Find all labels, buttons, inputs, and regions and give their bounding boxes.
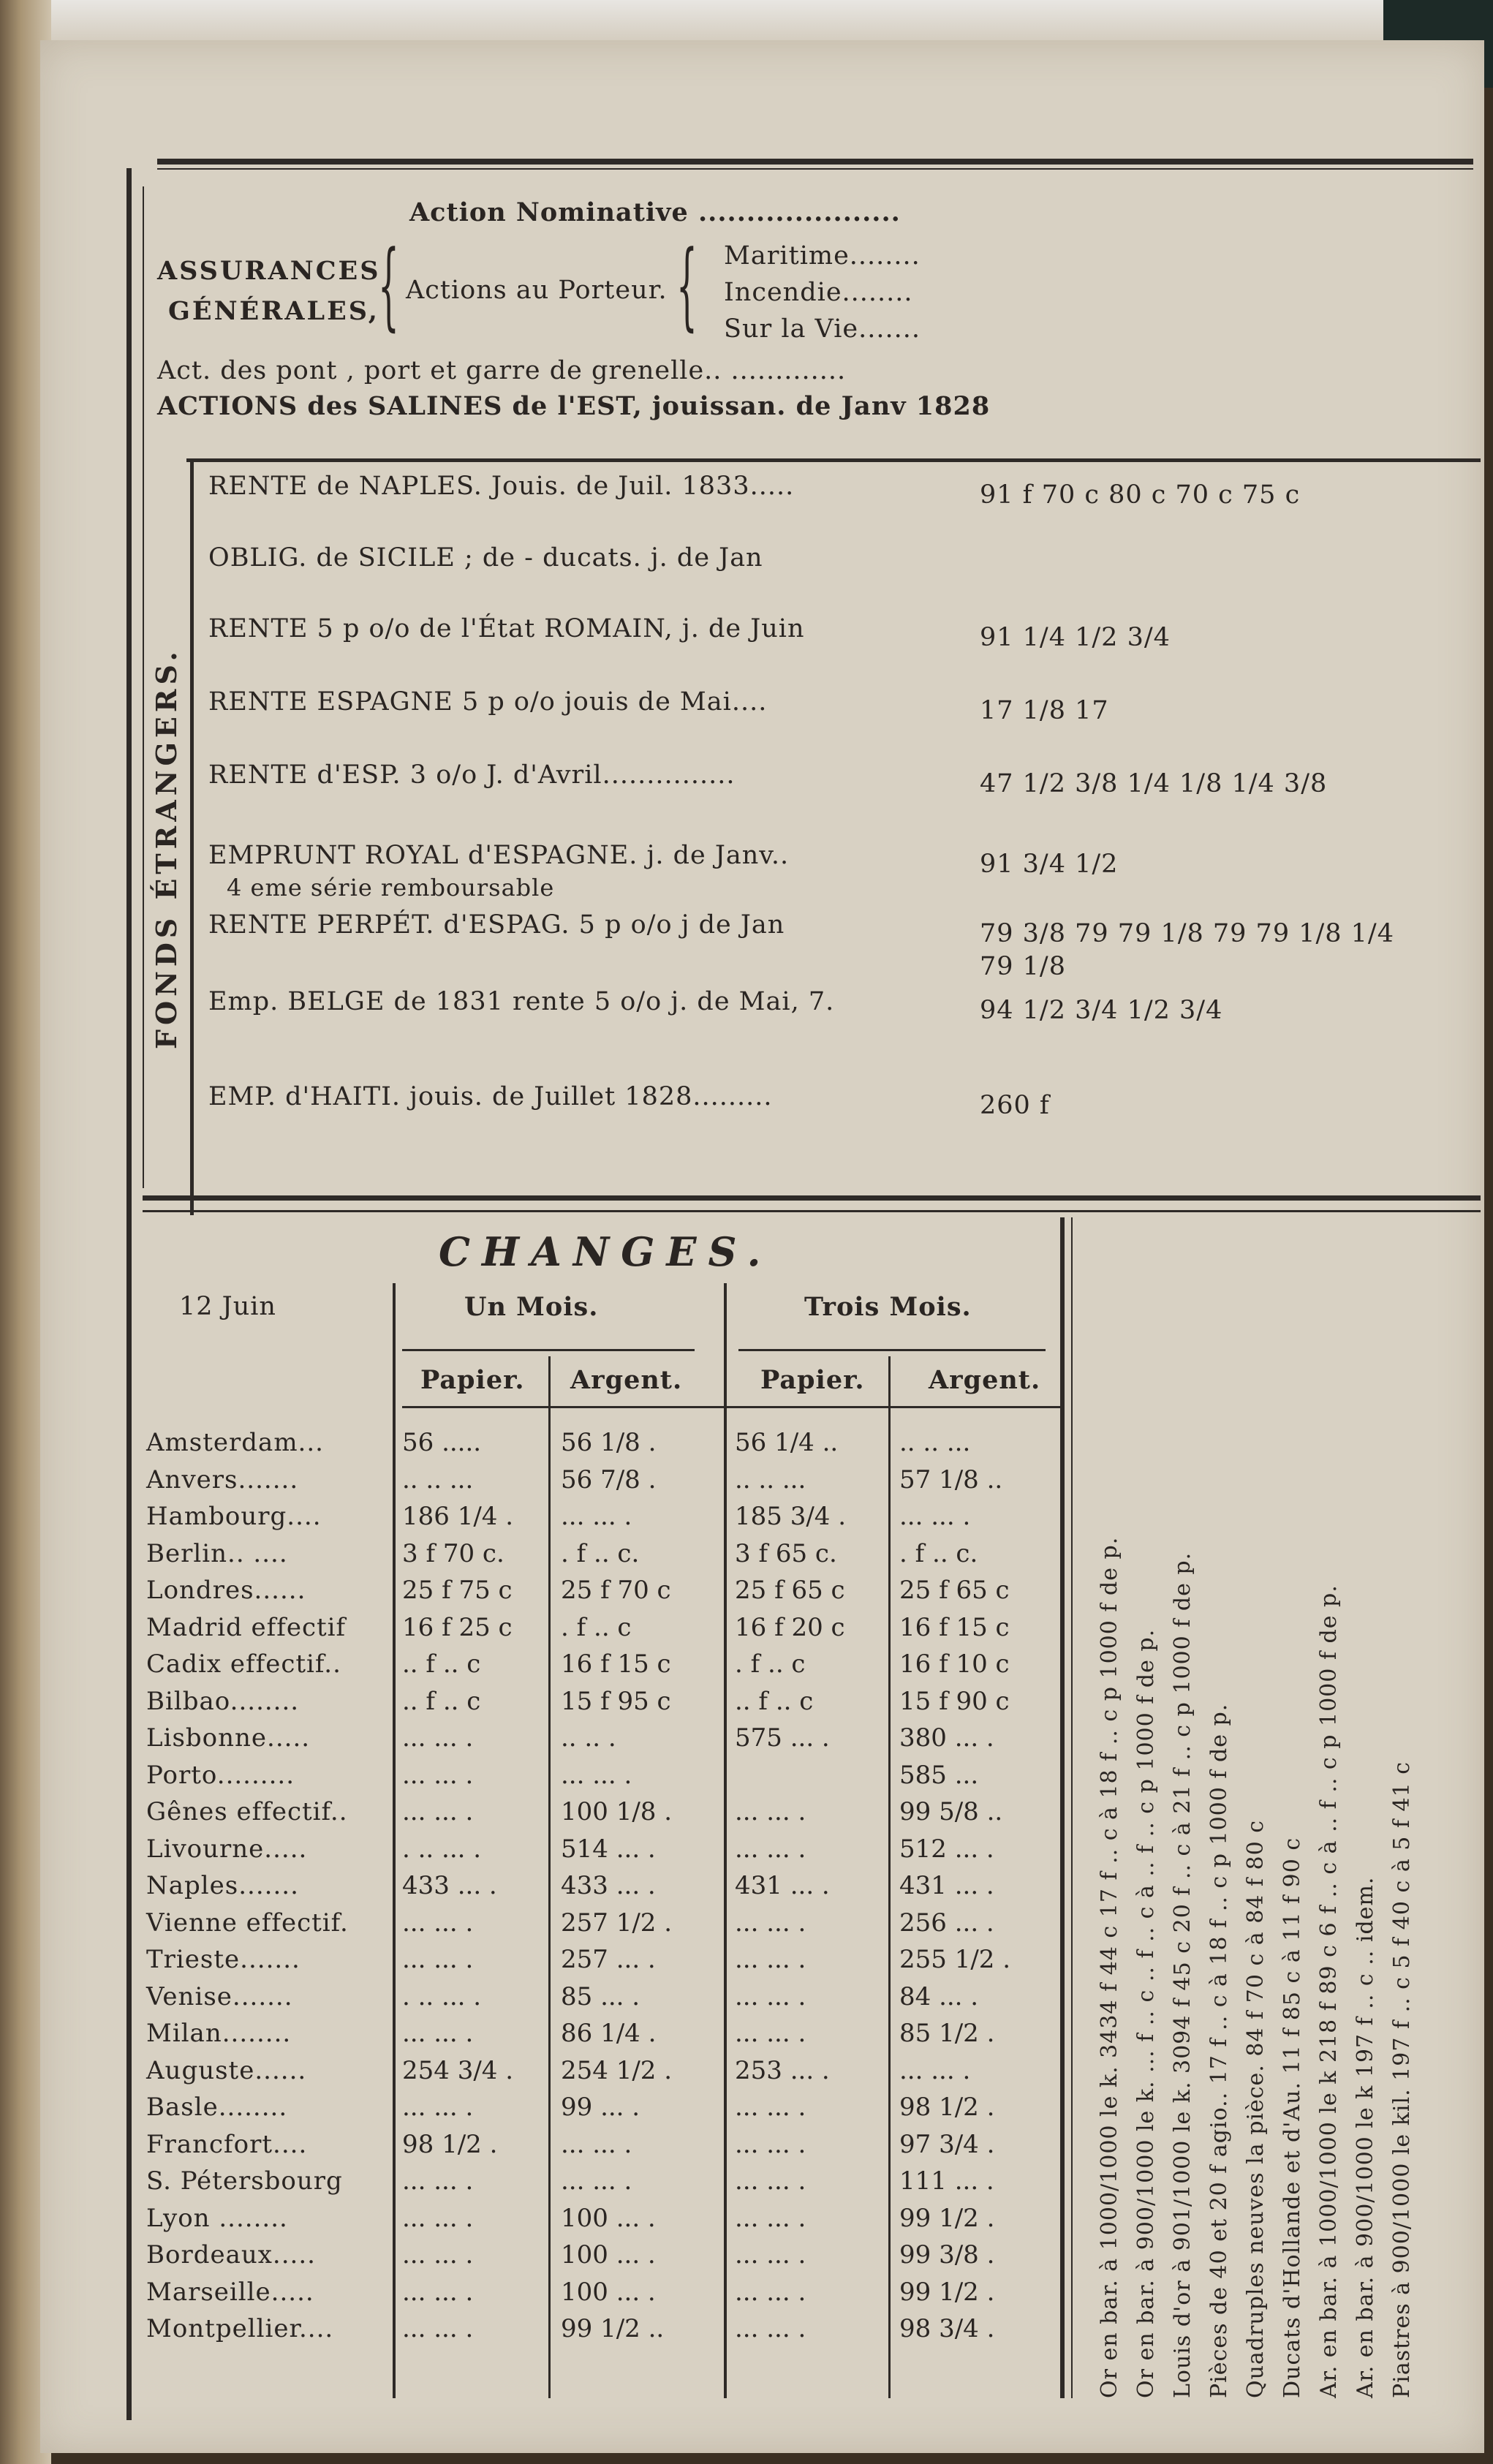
metal-quote: Ar. en bar. à 900/1000 le k 197 f .. c .. idem. bbox=[1353, 1876, 1378, 2398]
argent-1: Argent. bbox=[570, 1365, 683, 1395]
change-un-mois-argent: 100 1/8 . bbox=[561, 1797, 673, 1826]
left-border bbox=[126, 168, 132, 2420]
change-un-mois-argent: . f .. c bbox=[561, 1612, 632, 1642]
metal-quote: Louis d'or à 901/1000 le k. 3094 f 45 c 20 f .. c à 21 f .. c p 1000 f de p. bbox=[1170, 1552, 1195, 2398]
change-trois-mois-papier: 16 f 20 c bbox=[735, 1612, 845, 1642]
change-un-mois-argent: . f .. c. bbox=[561, 1538, 640, 1568]
changes-title: CHANGES. bbox=[439, 1228, 773, 1275]
change-trois-mois-argent: 16 f 15 c bbox=[899, 1612, 1010, 1642]
fonds-row-name: RENTE de NAPLES. Jouis. de Juil. 1833..... bbox=[208, 472, 795, 501]
trois-mois-underline bbox=[738, 1349, 1046, 1351]
metal-quote: Ar. en bar. à 1000/1000 le k 218 f 89 c 6 f .. c à .. f .. c p 1000 f de p. bbox=[1316, 1584, 1342, 2398]
change-un-mois-argent: 100 ... . bbox=[561, 2203, 656, 2233]
change-un-mois-papier: .. f .. c bbox=[402, 1649, 481, 1679]
change-trois-mois-argent: 16 f 10 c bbox=[899, 1649, 1010, 1679]
change-un-mois-argent: 25 f 70 c bbox=[561, 1576, 671, 1605]
change-trois-mois-argent: ... ... . bbox=[899, 1502, 971, 1531]
change-trois-mois-papier: 253 ... . bbox=[735, 2055, 830, 2085]
change-trois-mois-papier: ... ... . bbox=[735, 2314, 806, 2343]
change-trois-mois-argent: 255 1/2 . bbox=[899, 1945, 1011, 1974]
changes-top-rule-thin bbox=[143, 1210, 1481, 1212]
top-rule-thin bbox=[157, 168, 1473, 170]
change-un-mois-argent: 99 ... . bbox=[561, 2093, 640, 2122]
change-un-mois-papier: 98 1/2 . bbox=[402, 2129, 498, 2159]
fonds-row-quote: 79 1/8 bbox=[980, 952, 1066, 981]
change-place: Gênes effectif.. bbox=[146, 1797, 348, 1826]
change-place: Marseille..... bbox=[146, 2277, 314, 2307]
change-trois-mois-papier: ... ... . bbox=[735, 1908, 806, 1938]
assurances-label-2: GÉNÉRALES, bbox=[168, 296, 379, 326]
changes-top-rule bbox=[143, 1195, 1481, 1201]
fonds-row-name: EMPRUNT ROYAL d'ESPAGNE. j. de Janv.. bbox=[208, 841, 790, 870]
metal-quote: Ducats d'Hollande et d'Au. 11 f 85 c à 11 f 90 c bbox=[1280, 1837, 1305, 2398]
change-un-mois-papier: ... ... . bbox=[402, 2019, 474, 2048]
change-un-mois-papier: ... ... . bbox=[402, 1760, 474, 1790]
fonds-row-name: 4 eme série remboursable bbox=[227, 874, 555, 902]
top-rule bbox=[157, 159, 1473, 165]
actions-ponts: Act. des pont , port et garre de grenelle.. ............. bbox=[157, 356, 847, 385]
change-un-mois-argent: 56 7/8 . bbox=[561, 1465, 657, 1494]
change-place: Naples....... bbox=[146, 1871, 299, 1900]
metal-quote: Quadruples neuves la pièce. 84 f 70 c à 84 f 80 c bbox=[1243, 1819, 1269, 2398]
change-trois-mois-argent: 99 1/2 . bbox=[899, 2203, 995, 2233]
change-trois-mois-argent: 98 3/4 . bbox=[899, 2314, 995, 2343]
argent-2: Argent. bbox=[929, 1365, 1041, 1395]
change-un-mois-papier: ... ... . bbox=[402, 2203, 474, 2233]
change-place: Basle........ bbox=[146, 2093, 288, 2122]
change-un-mois-argent: 56 1/8 . bbox=[561, 1428, 657, 1457]
change-un-mois-argent: 100 ... . bbox=[561, 2240, 656, 2270]
change-un-mois-papier: 186 1/4 . bbox=[402, 1502, 514, 1531]
change-place: Amsterdam... bbox=[146, 1428, 324, 1457]
book-edge-top bbox=[0, 0, 1493, 44]
change-un-mois-argent: 85 ... . bbox=[561, 1981, 640, 2011]
change-un-mois-argent: ... ... . bbox=[561, 2129, 632, 2159]
change-trois-mois-papier: 25 f 65 c bbox=[735, 1576, 845, 1605]
change-trois-mois-argent: . f .. c. bbox=[899, 1538, 978, 1568]
papier-2: Papier. bbox=[760, 1365, 865, 1395]
change-un-mois-papier: 25 f 75 c bbox=[402, 1576, 513, 1605]
change-place: Francfort.... bbox=[146, 2129, 308, 2159]
fonds-top-rule bbox=[186, 458, 1481, 462]
change-trois-mois-papier: 56 1/4 .. bbox=[735, 1428, 839, 1457]
sur-la-vie: Sur la Vie....... bbox=[724, 314, 921, 344]
ledger-page bbox=[40, 40, 1484, 2453]
change-un-mois-argent: 254 1/2 . bbox=[561, 2055, 673, 2085]
change-un-mois-argent: ... ... . bbox=[561, 1502, 632, 1531]
change-un-mois-argent: 99 1/2 .. bbox=[561, 2314, 665, 2343]
metal-quote: Or en bar. à 900/1000 le k. ... f .. c .. f .. c à .. f .. c p 1000 f de p. bbox=[1133, 1628, 1159, 2398]
header-underline-1 bbox=[402, 1406, 1060, 1408]
incendie: Incendie........ bbox=[724, 278, 913, 307]
change-trois-mois-papier: ... ... . bbox=[735, 2277, 806, 2307]
change-trois-mois-papier: .. f .. c bbox=[735, 1686, 814, 1716]
change-trois-mois-papier: ... ... . bbox=[735, 2166, 806, 2196]
change-un-mois-papier: . .. ... . bbox=[402, 1981, 482, 2011]
change-trois-mois-papier: ... ... . bbox=[735, 1834, 806, 1864]
change-trois-mois-argent: 25 f 65 c bbox=[899, 1576, 1010, 1605]
fonds-row-quote: 79 3/8 79 79 1/8 79 79 1/8 1/4 bbox=[980, 919, 1394, 948]
actions-porteur: Actions au Porteur. bbox=[406, 276, 668, 305]
change-un-mois-argent: ... ... . bbox=[561, 2166, 632, 2196]
change-place: Madrid effectif bbox=[146, 1612, 347, 1642]
col-divider-2 bbox=[548, 1356, 551, 2398]
metal-quote: Or en bar. à 1000/1000 le k. 3434 f 44 c 17 f .. c à 18 f .. c p 1000 f de p. bbox=[1097, 1536, 1122, 2398]
fonds-row-name: Emp. BELGE de 1831 rente 5 o/o j. de Mai, 7. bbox=[208, 987, 835, 1016]
change-place: Berlin.. .... bbox=[146, 1538, 288, 1568]
trois-mois-header: Trois Mois. bbox=[804, 1292, 972, 1322]
change-trois-mois-argent: 431 ... . bbox=[899, 1871, 994, 1900]
change-un-mois-papier: ... ... . bbox=[402, 2277, 474, 2307]
actions-salines: ACTIONS des SALINES de l'EST, jouissan. de Janv 1828 bbox=[157, 391, 991, 421]
col-divider-1 bbox=[393, 1283, 396, 2398]
change-un-mois-papier: 16 f 25 c bbox=[402, 1612, 513, 1642]
change-place: Anvers....... bbox=[146, 1465, 299, 1494]
change-trois-mois-argent: 512 ... . bbox=[899, 1834, 994, 1864]
change-un-mois-papier: 254 3/4 . bbox=[402, 2055, 514, 2085]
change-un-mois-argent: 15 f 95 c bbox=[561, 1686, 671, 1716]
change-un-mois-papier: ... ... . bbox=[402, 2166, 474, 2196]
fonds-left-rule bbox=[190, 462, 194, 1215]
change-un-mois-papier: 3 f 70 c. bbox=[402, 1538, 504, 1568]
change-trois-mois-papier: 431 ... . bbox=[735, 1871, 830, 1900]
change-trois-mois-papier: ... ... . bbox=[735, 1945, 806, 1974]
fonds-etrangers-label: FONDS ÉTRANGERS. bbox=[150, 647, 183, 1049]
change-place: Hambourg.... bbox=[146, 1502, 322, 1531]
change-un-mois-papier: ... ... . bbox=[402, 1945, 474, 1974]
change-un-mois-argent: 86 1/4 . bbox=[561, 2019, 657, 2048]
fonds-row-name: RENTE d'ESP. 3 o/o J. d'Avril............... bbox=[208, 760, 736, 790]
change-un-mois-argent: 16 f 15 c bbox=[561, 1649, 671, 1679]
change-trois-mois-argent: 99 5/8 .. bbox=[899, 1797, 1003, 1826]
change-place: Venise....... bbox=[146, 1981, 293, 2011]
change-trois-mois-argent: .. .. ... bbox=[899, 1428, 971, 1457]
change-place: Lisbonne..... bbox=[146, 1723, 311, 1753]
change-place: Trieste....... bbox=[146, 1945, 301, 1974]
fonds-row-name: RENTE ESPAGNE 5 p o/o jouis de Mai.... bbox=[208, 687, 768, 717]
change-trois-mois-argent: 99 1/2 . bbox=[899, 2277, 995, 2307]
change-trois-mois-papier: ... ... . bbox=[735, 2019, 806, 2048]
fonds-row-quote: 47 1/2 3/8 1/4 1/8 1/4 3/8 bbox=[980, 769, 1328, 798]
change-un-mois-argent: 257 1/2 . bbox=[561, 1908, 673, 1938]
papier-1: Papier. bbox=[420, 1365, 525, 1395]
change-place: Milan........ bbox=[146, 2019, 292, 2048]
change-un-mois-papier: 433 ... . bbox=[402, 1871, 497, 1900]
change-trois-mois-argent: 585 ... bbox=[899, 1760, 979, 1790]
change-trois-mois-papier: ... ... . bbox=[735, 1797, 806, 1826]
changes-date: 12 Juin bbox=[179, 1292, 276, 1321]
change-trois-mois-papier: ... ... . bbox=[735, 2093, 806, 2122]
change-un-mois-argent: ... ... . bbox=[561, 1760, 632, 1790]
change-un-mois-papier: . .. ... . bbox=[402, 1834, 482, 1864]
change-trois-mois-papier: 185 3/4 . bbox=[735, 1502, 847, 1531]
change-place: Auguste...... bbox=[146, 2055, 307, 2085]
fonds-row-name: OBLIG. de SICILE ; de - ducats. j. de Jan bbox=[208, 543, 763, 572]
change-un-mois-papier: ... ... . bbox=[402, 2093, 474, 2122]
change-trois-mois-argent: 98 1/2 . bbox=[899, 2093, 995, 2122]
change-trois-mois-papier: 575 ... . bbox=[735, 1723, 830, 1753]
change-trois-mois-argent: ... ... . bbox=[899, 2055, 971, 2085]
change-un-mois-argent: 433 ... . bbox=[561, 1871, 656, 1900]
un-mois-header: Un Mois. bbox=[464, 1292, 599, 1322]
fonds-row-quote: 260 f bbox=[980, 1091, 1050, 1120]
change-trois-mois-papier: ... ... . bbox=[735, 2129, 806, 2159]
change-place: Bordeaux..... bbox=[146, 2240, 316, 2270]
change-un-mois-argent: 514 ... . bbox=[561, 1834, 656, 1864]
change-trois-mois-argent: 97 3/4 . bbox=[899, 2129, 995, 2159]
change-un-mois-papier: .. f .. c bbox=[402, 1686, 481, 1716]
change-un-mois-papier: ... ... . bbox=[402, 1797, 474, 1826]
change-trois-mois-papier: . f .. c bbox=[735, 1649, 806, 1679]
change-trois-mois-argent: 380 ... . bbox=[899, 1723, 994, 1753]
change-trois-mois-papier: .. .. ... bbox=[735, 1465, 806, 1494]
change-trois-mois-argent: 99 3/8 . bbox=[899, 2240, 995, 2270]
change-trois-mois-papier: ... ... . bbox=[735, 2240, 806, 2270]
change-trois-mois-argent: 256 ... . bbox=[899, 1908, 994, 1938]
change-trois-mois-papier: ... ... . bbox=[735, 1981, 806, 2011]
change-place: Cadix effectif.. bbox=[146, 1649, 341, 1679]
fonds-row-quote: 94 1/2 3/4 1/2 3/4 bbox=[980, 996, 1223, 1025]
change-un-mois-papier: ... ... . bbox=[402, 2240, 474, 2270]
change-un-mois-papier: 56 ..... bbox=[402, 1428, 482, 1457]
change-un-mois-argent: 257 ... . bbox=[561, 1945, 656, 1974]
change-place: Londres...... bbox=[146, 1576, 306, 1605]
change-place: Vienne effectif. bbox=[146, 1908, 349, 1938]
change-place: S. Pétersbourg bbox=[146, 2166, 343, 2196]
fonds-row-quote: 91 1/4 1/2 3/4 bbox=[980, 623, 1171, 652]
brace-1: { bbox=[378, 230, 399, 341]
col-divider-6 bbox=[1071, 1217, 1073, 2398]
change-un-mois-argent: 100 ... . bbox=[561, 2277, 656, 2307]
col-divider-5 bbox=[1060, 1217, 1065, 2398]
change-trois-mois-argent: 84 ... . bbox=[899, 1981, 979, 2011]
fonds-row-quote: 17 1/8 17 bbox=[980, 696, 1109, 725]
left-border-thin bbox=[143, 186, 144, 1188]
change-place: Porto......... bbox=[146, 1760, 295, 1790]
change-trois-mois-argent: 111 ... . bbox=[899, 2166, 994, 2196]
fonds-row-name: RENTE PERPÉT. d'ESPAG. 5 p o/o j de Jan bbox=[208, 910, 785, 940]
change-trois-mois-argent: 85 1/2 . bbox=[899, 2019, 995, 2048]
maritime: Maritime........ bbox=[724, 241, 921, 271]
col-divider-3 bbox=[724, 1283, 727, 2398]
change-place: Bilbao........ bbox=[146, 1686, 300, 1716]
col-divider-4 bbox=[888, 1356, 891, 2398]
un-mois-underline bbox=[402, 1349, 695, 1351]
metal-quote: Piastres à 900/1000 le kil. 197 f .. c 5 f 40 c à 5 f 41 c bbox=[1389, 1761, 1415, 2398]
change-trois-mois-papier: ... ... . bbox=[735, 2203, 806, 2233]
metal-quote: Pièces de 40 et 20 f agio.. 17 f .. c à 18 f .. c p 1000 f de p. bbox=[1206, 1703, 1232, 2398]
change-trois-mois-argent: 57 1/8 .. bbox=[899, 1465, 1003, 1494]
change-un-mois-argent: .. .. . bbox=[561, 1723, 616, 1753]
change-place: Lyon ........ bbox=[146, 2203, 288, 2233]
action-nominative: Action Nominative ..................... bbox=[409, 197, 901, 227]
change-un-mois-papier: .. .. ... bbox=[402, 1465, 474, 1494]
assurances-label-1: ASSURANCES bbox=[157, 256, 381, 286]
change-un-mois-papier: ... ... . bbox=[402, 1723, 474, 1753]
brace-2: { bbox=[676, 230, 698, 341]
change-place: Montpellier.... bbox=[146, 2314, 334, 2343]
change-trois-mois-papier: 3 f 65 c. bbox=[735, 1538, 837, 1568]
change-trois-mois-argent: 15 f 90 c bbox=[899, 1686, 1010, 1716]
fonds-row-name: EMP. d'HAITI. jouis. de Juillet 1828......... bbox=[208, 1082, 773, 1111]
fonds-row-name: RENTE 5 p o/o de l'État ROMAIN, j. de Juin bbox=[208, 614, 805, 643]
change-place: Livourne..... bbox=[146, 1834, 308, 1864]
fonds-row-quote: 91 f 70 c 80 c 70 c 75 c bbox=[980, 480, 1301, 510]
change-un-mois-papier: ... ... . bbox=[402, 1908, 474, 1938]
fonds-row-quote: 91 3/4 1/2 bbox=[980, 850, 1119, 879]
change-un-mois-papier: ... ... . bbox=[402, 2314, 474, 2343]
